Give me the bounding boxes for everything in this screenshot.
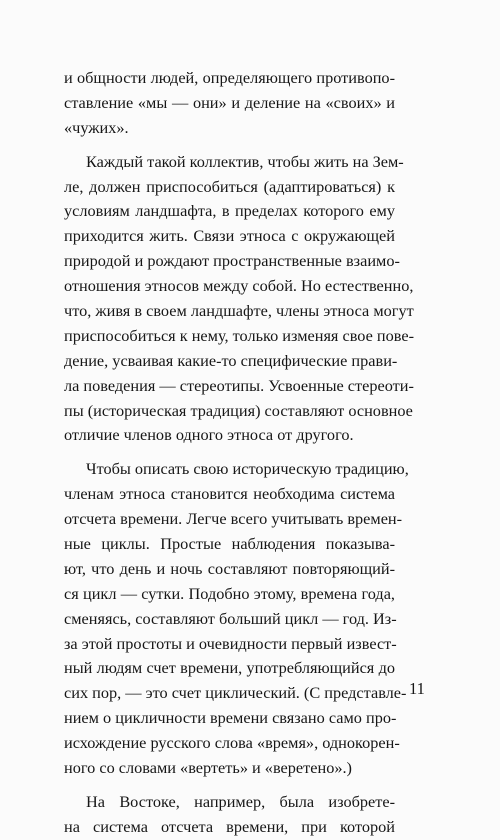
text-line: на система отсчета времени, при которой: [64, 816, 395, 836]
text-line: за этой простоты и очевидности первый извест-: [64, 633, 397, 653]
text-line: пы (историческая традиция) составляют основное: [64, 400, 413, 420]
text-line: природой и рождают пространственные взаимо-: [64, 251, 400, 271]
paragraph: [64, 457, 409, 781]
paragraph: [64, 790, 395, 840]
text-line: членам этноса становится необходима система: [64, 484, 395, 504]
text-line: Чтобы описать свою историческую традицию,: [86, 459, 409, 479]
paragraph-gap: [64, 781, 395, 790]
text-line: ла поведения — стереотипы. Усвоенные стереоти-: [64, 375, 414, 395]
text-line: ного со словами «вертеть» и «веретено».): [64, 758, 352, 778]
text-line: приходится жить. Связи этноса с окружающей: [64, 226, 395, 246]
text-line: ют, что день и ночь составляют повторяющий-: [64, 558, 395, 578]
text-line: На Востоке, например, была изобрете-: [86, 791, 395, 811]
text-line: ставление «мы — они» и деление на «своих» и: [64, 92, 395, 112]
text-line: условиям ландшафта, в пределах которого ему: [64, 201, 395, 221]
text-line: Каждый такой коллектив, чтобы жить на Зем-: [86, 151, 404, 171]
paragraph-gap: [64, 141, 395, 150]
text-line: «чужих».: [64, 117, 129, 137]
page-number: 11: [409, 679, 425, 698]
text-line: что, живя в своем ландшафте, члены этноса могут: [64, 301, 414, 321]
text-line: дение, усваивая какие-то специфические прави-: [64, 350, 398, 370]
paragraph: [64, 66, 395, 141]
paragraph: [64, 150, 415, 449]
text-line: исхождение русского слова «время», однокорен-: [64, 733, 400, 753]
text-line: сих пор, — это счет циклический. (С представле-: [64, 683, 407, 703]
text-line: приспособиться к нему, только изменяя свое пове-: [64, 325, 415, 345]
text-line: нием о цикличности времени связано само про-: [64, 708, 397, 728]
paragraph-gap: [64, 448, 395, 457]
text-line: ный людям счет времени, употребляющийся до: [64, 658, 395, 678]
text-line: и общности людей, определяющего противопо-: [64, 68, 395, 87]
text-line: ся цикл — сутки. Подобно этому, времена года,: [64, 583, 395, 603]
body-text: [64, 66, 415, 840]
text-line: отсчета времени. Легче всего учитывать времен-: [64, 509, 403, 529]
text-line: отличие членов одного этноса от другого.: [64, 425, 354, 445]
text-line: ле, должен приспособиться (адаптироваться) к: [64, 176, 395, 196]
text-line: ные циклы. Простые наблюдения показыва-: [64, 534, 395, 554]
text-line: отношения этносов между собой. Но естественно,: [64, 276, 414, 296]
text-line: сменяясь, составляют больший цикл — год. Из-: [64, 608, 397, 628]
